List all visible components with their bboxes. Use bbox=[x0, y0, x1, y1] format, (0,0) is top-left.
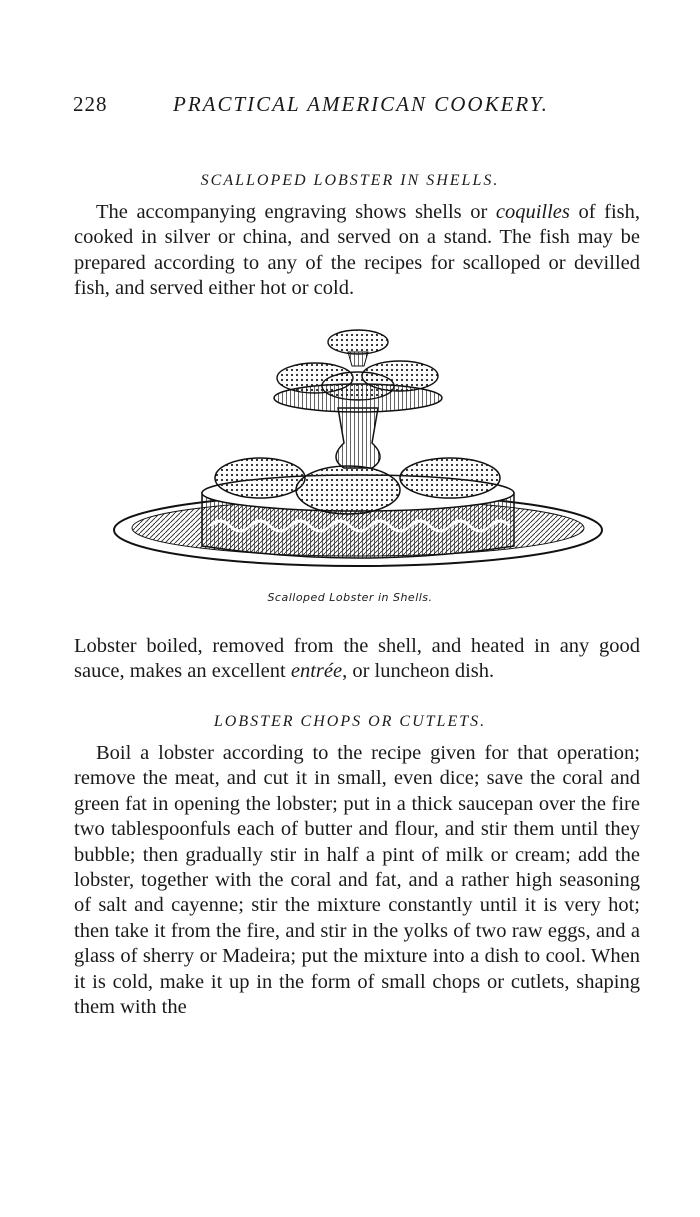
paragraph-scalloped-intro bbox=[74, 200, 640, 302]
paragraph-text: The accompanying engraving shows shells or bbox=[96, 201, 496, 223]
paragraph-lobster-boiled bbox=[74, 634, 640, 685]
paragraph-text: of fish, cooked in silver or china, and served on a stand. The fish may be prepared according to any of the recipes for scalloped or devilled fish, and served either hot or cold. bbox=[74, 201, 640, 300]
paragraph-lobster-chops bbox=[74, 741, 640, 1020]
top-finial bbox=[328, 330, 388, 354]
lower-shell-right bbox=[400, 458, 500, 498]
paragraph-italic-term: coquilles bbox=[495, 201, 570, 223]
paragraph-italic-term: entrée bbox=[290, 660, 343, 683]
paragraph-text: Lobster boiled, removed from the shell, and heated in any good sauce, makes an excellent bbox=[74, 635, 640, 683]
section-title-lobster-chops: LOBSTER CHOPS OR CUTLETS. bbox=[213, 713, 487, 730]
engraving-illustration bbox=[110, 318, 606, 580]
page-number: 228 bbox=[73, 92, 108, 116]
paragraph-text: Boil a lobster according to the recipe given for that operation; remove the meat, and cut it in small, even dice; save the coral and green fat in opening the lobster; put in a thick saucepan over the fire two tablespoonfuls each of butter and flour, and stir them until they bubble; then gradually stir in half a pint of milk or cream; add the lobster, together with the coral and fat, and a rather high seasoning of salt and cayenne; stir the mixture constantly until it is very hot; then take it from the fire, and stir in the yolks of two raw eggs, and a glass of sherry or Madeira; put the mixture into a dish to cool. When it is cold, make it up in the form of small chops or cutlets, shaping them with the bbox=[74, 742, 640, 1019]
running-title: PRACTICAL AMERICAN COOKERY. bbox=[173, 92, 549, 116]
stand-stem bbox=[336, 408, 380, 468]
paragraph-text: , or luncheon dish. bbox=[342, 660, 495, 683]
lower-shell-left bbox=[215, 458, 305, 498]
section-title-scalloped-lobster: SCALLOPED LOBSTER IN SHELLS. bbox=[200, 172, 500, 189]
running-head bbox=[73, 92, 633, 117]
lower-shell-front bbox=[296, 466, 400, 514]
figure-caption: Scalloped Lobster in Shells. bbox=[267, 591, 433, 604]
